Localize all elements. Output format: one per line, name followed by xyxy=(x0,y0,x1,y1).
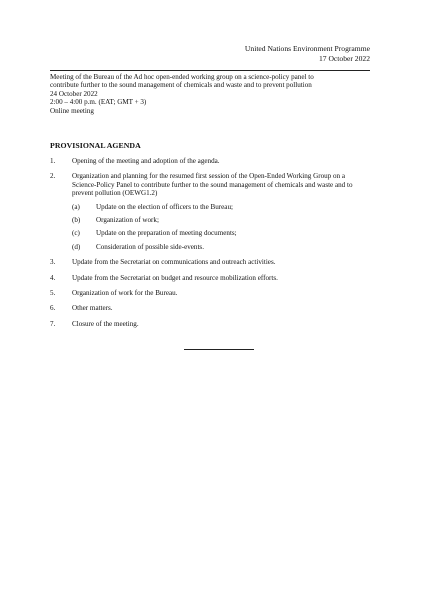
meeting-time: 2:00 – 4:00 p.m. (EAT; GMT + 3) xyxy=(50,98,147,107)
agenda-item-text: prevent pollution (OEWG1.2) xyxy=(72,189,158,198)
agenda-list xyxy=(50,157,370,335)
meeting-info xyxy=(50,73,370,115)
agenda-item xyxy=(50,289,370,297)
agenda-item xyxy=(50,304,370,312)
agenda-item-text: Opening of the meeting and adoption of the agenda. xyxy=(72,157,220,165)
meeting-format: Online meeting xyxy=(50,106,94,115)
agenda-subitem xyxy=(72,229,370,237)
meeting-title-line: contribute further to the sound management of chemicals and waste and to prevent pollution xyxy=(50,81,312,90)
agenda-item-text: Organization and planning for the resumed first session of the Open-Ended Working Group on a xyxy=(72,172,346,181)
agenda-item-number: 6. xyxy=(50,304,56,313)
document-date: 17 October 2022 xyxy=(318,53,370,63)
agenda-item-number: 4. xyxy=(50,273,56,282)
agenda-subitem-text: Organization of work; xyxy=(96,216,159,225)
agenda-subitem-letter: (b) xyxy=(72,216,81,225)
header-divider xyxy=(50,70,370,71)
agenda-item xyxy=(50,320,370,328)
agenda-subitem-letter: (d) xyxy=(72,242,81,251)
agenda-item-text: Organization of work for the Bureau. xyxy=(72,289,178,298)
agenda-item-number: 1. xyxy=(50,157,56,165)
agenda-subitem xyxy=(72,216,370,224)
agenda-subitem-text: Update on the preparation of meeting documents; xyxy=(96,229,237,238)
agenda-item-text: Closure of the meeting. xyxy=(72,319,139,328)
agenda-item-text: Science-Policy Panel to contribute further to the sound management of chemicals and waste and to xyxy=(72,180,353,189)
agenda-subitem-text: Consideration of possible side-events. xyxy=(96,242,204,251)
agenda-item-number: 2. xyxy=(50,172,56,181)
agenda-title: PROVISIONAL AGENDA xyxy=(50,141,141,150)
agenda-item-number: 5. xyxy=(50,289,56,298)
agenda-subitem-letter: (c) xyxy=(72,229,80,238)
meeting-date: 24 October 2022 xyxy=(50,89,98,98)
agenda-item xyxy=(50,172,370,251)
organization-name: United Nations Environment Programme xyxy=(244,44,370,53)
closing-divider xyxy=(184,349,254,350)
agenda-item-number: 7. xyxy=(50,319,56,328)
agenda-item-number: 3. xyxy=(50,258,56,267)
agenda-subitem xyxy=(72,243,370,251)
agenda-subitem-letter: (a) xyxy=(72,202,80,211)
agenda-item xyxy=(50,157,370,165)
meeting-title-line: Meeting of the Bureau of the Ad hoc open-ended working group on a science-policy panel to xyxy=(50,73,314,81)
agenda-item xyxy=(50,258,370,266)
agenda-subitem-text: Update on the election of officers to the Bureau; xyxy=(96,202,233,211)
agenda-item-text: Update from the Secretariat on budget and resource mobilization efforts. xyxy=(72,273,278,282)
agenda-item-text: Update from the Secretariat on communications and outreach activities. xyxy=(72,258,276,267)
agenda-item-text: Other matters. xyxy=(72,304,113,313)
agenda-subitem xyxy=(72,203,370,211)
document-header xyxy=(245,44,370,63)
agenda-item xyxy=(50,274,370,282)
